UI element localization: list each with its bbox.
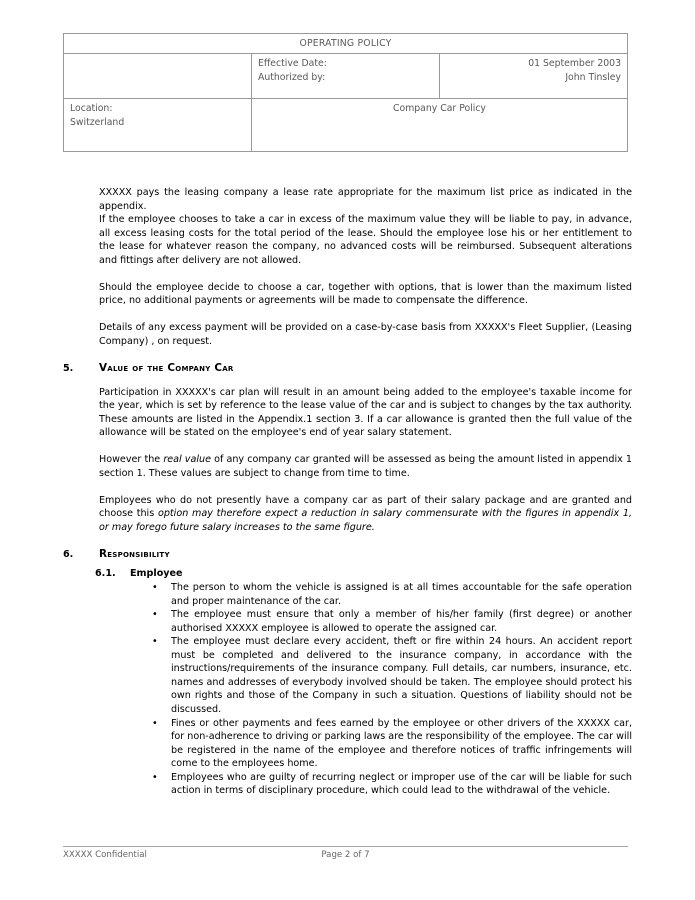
real-value-pre: However the bbox=[99, 454, 164, 466]
header-meta-row bbox=[64, 54, 628, 99]
section-6-title: Responsibility bbox=[99, 547, 170, 560]
authorized-by-label: Authorized by: bbox=[258, 71, 326, 83]
employee-responsibility-list bbox=[0, 581, 695, 798]
list-item: • Fines or other payments and fees earned by the employee or other drivers of the XXXXX car, for non-adherence to driving or parking laws are the responsibility of the employee. The car will be registered in the name of the employee and therefore notices of traffic infringements will come to the employees home. bbox=[0, 717, 695, 771]
list-item: • The person to whom the vehicle is assigned is at all times accountable for the safe operation and proper maintenance of the car. bbox=[0, 581, 695, 608]
location-cell bbox=[64, 99, 252, 152]
document-body bbox=[0, 186, 695, 798]
header-title: OPERATING POLICY bbox=[64, 34, 628, 54]
real-value-emphasis: real value bbox=[163, 454, 212, 466]
subsection-6-1-number: 6.1. bbox=[95, 568, 116, 580]
section-5-title: Value of the Company Car bbox=[99, 361, 234, 374]
paragraph-no-company-car bbox=[0, 494, 695, 535]
list-item: • Employees who are guilty of recurring neglect or improper use of the car will be liable for such action in terms of disciplinary procedure, which could lead to the withdrawal of the vehicle. bbox=[0, 771, 695, 798]
header-meta-labels bbox=[252, 54, 440, 99]
footer-content bbox=[63, 850, 628, 864]
section-heading-6 bbox=[0, 548, 695, 562]
header-title-row bbox=[64, 34, 628, 54]
location-value: Switzerland bbox=[70, 116, 125, 128]
footer-divider bbox=[63, 846, 628, 847]
no-company-car-emphasis: option may therefore expect a reduction in salary commensurate with the figures in appendix 1, or may forego future salary increases to the same figure. bbox=[99, 508, 632, 533]
paragraph-real-value bbox=[0, 453, 695, 480]
paragraph-taxable-income: Participation in XXXXX's car plan will result in an amount being added to the employee's taxable income for the year, which is set by reference to the lease value of the car and is subject to changes by the tax authority. These amounts are listed in the Appendix.1 section 3. If a car allowance is granted then the full value of the allowance will be stated on the employee's end of year salary statement. bbox=[99, 386, 632, 439]
page-footer bbox=[63, 846, 628, 864]
section-heading-5 bbox=[0, 362, 695, 376]
section-5-number: 5. bbox=[63, 362, 74, 374]
list-item: • The employee must declare every accident, theft or fire within 24 hours. An accident report must be completed and delivered to the insurance company, in accordance with the instructions/requirements of the insurance company. Full details, car numbers, insurance, etc. names and addresses of everybody involved should be taken. The employee should protect his own rights and those of the Company in such a situation. Questions of liability should not be discussed. bbox=[0, 635, 695, 716]
list-item: • The employee must ensure that only a member of his/her family (first degree) or another authorised XXXXX employee is allowed to operate the assigned car. bbox=[0, 608, 695, 635]
authorized-by-value: John Tinsley bbox=[565, 71, 621, 83]
real-value-post: of any company car granted will be assessed as being the amount listed in appendix 1 section 1. These values are subject to change from time to time. bbox=[99, 454, 633, 479]
paragraph-lease-rate: XXXXX pays the leasing company a lease rate appropriate for the maximum list price as indicated in the appendix. bbox=[99, 187, 632, 212]
subsection-heading-6-1 bbox=[0, 567, 695, 581]
footer-page-number: Page 2 of 7 bbox=[321, 850, 370, 860]
paragraph-excess-payment-details: Details of any excess payment will be provided on a case-by-case basis from XXXXX's Fleet Supplier, (Leasing Company) , on request. bbox=[99, 322, 632, 347]
location-label: Location: bbox=[70, 103, 113, 115]
no-company-car-pre: Employees who do not presently have a company car as part of their salary package and are granted and choose this bbox=[99, 494, 632, 520]
effective-date-label: Effective Date: bbox=[258, 58, 327, 70]
effective-date-value: 01 September 2003 bbox=[528, 58, 621, 70]
header-blank-cell bbox=[64, 54, 252, 99]
paragraph-lower-price: Should the employee decide to choose a car, together with options, that is lower than the maximum listed price, no additional payments or agreements will be made to compensate the difference. bbox=[99, 281, 632, 307]
header-location-row bbox=[64, 99, 628, 152]
subsection-6-1-title: Employee bbox=[130, 568, 183, 580]
paragraph-excess-value: If the employee chooses to take a car in excess of the maximum value they will be liable to pay, in advance, all excess leasing costs for the total period of the lease. Should the employee lose his or her entitlement to the lease for whatever reason the company, no advanced costs will be reimbursed. Subsequent alterations and fittings after delivery are not allowed. bbox=[99, 214, 632, 266]
document-title: Company Car Policy bbox=[252, 99, 628, 152]
header-meta-values bbox=[440, 54, 628, 99]
document-header-table bbox=[63, 33, 628, 152]
section-6-number: 6. bbox=[63, 548, 74, 560]
footer-confidentiality-notice: XXXXX Confidential bbox=[63, 850, 147, 860]
